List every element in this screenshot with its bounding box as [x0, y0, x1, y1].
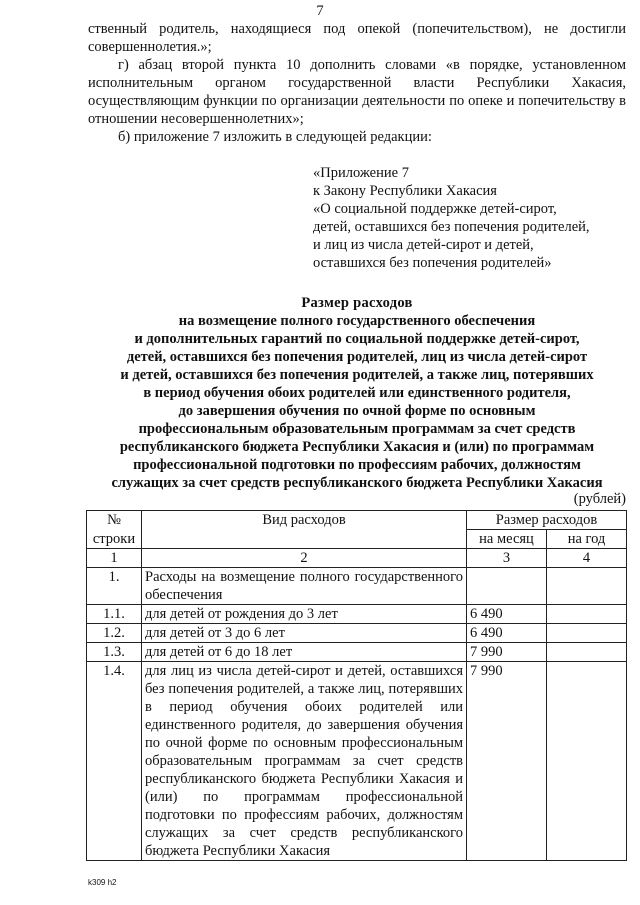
paragraph: б) приложение 7 изложить в следующей редакции: — [118, 129, 432, 145]
page-number: 7 — [316, 3, 324, 19]
header-month: на месяц — [467, 530, 547, 549]
row-month: 7 990 — [467, 643, 547, 662]
row-num: 1.1. — [87, 605, 142, 624]
header-size: Размер расходов — [467, 511, 627, 530]
row-num: 1.3. — [87, 643, 142, 662]
row-desc: для детей от 3 до 6 лет — [142, 624, 467, 643]
appendix-line: детей, оставшихся без попечения родителей, — [313, 219, 590, 235]
heading-line: на возмещение полного государственного обеспечения — [178, 313, 536, 329]
column-number: 3 — [467, 549, 547, 568]
appendix-line: и лиц из числа детей-сирот и детей, — [313, 237, 534, 253]
row-num: 1.2. — [87, 624, 142, 643]
header-type-sub — [142, 530, 467, 549]
appendix-line: к Закону Республики Хакасия — [313, 183, 497, 199]
row-desc: для детей от 6 до 18 лет — [142, 643, 467, 662]
row-desc: Расходы на возмещение полного государственного обеспечения — [142, 568, 467, 605]
row-year — [547, 643, 627, 662]
appendix-reference — [313, 164, 623, 272]
header-year: на год — [547, 530, 627, 549]
column-number: 2 — [142, 549, 467, 568]
table-heading — [88, 294, 626, 492]
heading-line: профессиональным образовательным программам за счет средств — [138, 421, 576, 437]
heading-line: и дополнительных гарантий по социальной поддержке детей-сирот, — [134, 331, 580, 347]
table-header-row — [87, 530, 627, 549]
column-number-row — [87, 549, 627, 568]
row-desc: для лиц из числа детей-сирот и детей, оставшихся без попечения родителей, а также лиц, потерявших в период обучения обоих родителей или единственного родителя, до завершения обучения по очной форме по основным профессиональным образовательным программам за счет средств республиканского бюджета Республики Хакасия и (или) по программам профессиональной подготовки по профессиям рабочих, должностям служащих за счет средств республиканского бюджета Республики Хакасия — [142, 662, 467, 861]
header-type: Вид расходов — [142, 511, 467, 530]
paragraph: г) абзац второй пункта 10 дополнить словами «в порядке, установленном исполнительным органом государственной власти Республики Хакасия, осуществляющим функции по организации деятельности по опеке и попечительству в отношении несовершеннолетних»; — [88, 57, 626, 127]
appendix-line: «Приложение 7 — [313, 165, 409, 181]
document-code: k309 h2 — [88, 878, 117, 887]
heading-line: профессиональной подготовки по профессиям рабочих, должностям — [133, 457, 581, 473]
table-row — [87, 568, 627, 605]
row-num: 1. — [87, 568, 142, 605]
row-year — [547, 624, 627, 643]
heading-line: до завершения обучения по очной форме по основным — [178, 403, 536, 419]
paragraph: ственный родитель, находящиеся под опекой (попечительством), не достигли совершеннолетия.»; — [88, 21, 626, 55]
heading-line: республиканского бюджета Республики Хакасия и (или) по программам — [119, 439, 595, 455]
costs-table — [86, 510, 627, 861]
heading-line: в период обучения обоих родителей или единственного родителя, — [143, 385, 571, 401]
column-number: 4 — [547, 549, 627, 568]
column-number: 1 — [87, 549, 142, 568]
table-row — [87, 624, 627, 643]
row-month — [467, 568, 547, 605]
heading-line: и детей, оставшихся без попечения родителей, а также лиц, потерявших — [120, 367, 594, 383]
appendix-line: оставшихся без попечения родителей» — [313, 255, 552, 271]
row-month: 6 490 — [467, 624, 547, 643]
heading-line: служащих за счет средств республиканского бюджета Республики Хакасия — [111, 475, 603, 491]
row-num: 1.4. — [87, 662, 142, 861]
heading-title: Размер расходов — [301, 295, 413, 311]
row-year — [547, 605, 627, 624]
appendix-line: «О социальной поддержке детей-сирот, — [313, 201, 557, 217]
table-row — [87, 662, 627, 861]
table-header-row — [87, 511, 627, 530]
header-num-sub: строки — [87, 530, 142, 549]
body-text — [88, 20, 626, 146]
header-num: № — [87, 511, 142, 530]
row-year — [547, 568, 627, 605]
row-month: 6 490 — [467, 605, 547, 624]
row-desc: для детей от рождения до 3 лет — [142, 605, 467, 624]
row-year — [547, 662, 627, 861]
table-row — [87, 643, 627, 662]
currency-unit: (рублей) — [573, 491, 626, 507]
heading-line: детей, оставшихся без попечения родителей, лиц из числа детей-сирот — [126, 349, 588, 365]
row-month: 7 990 — [467, 662, 547, 861]
table-row — [87, 605, 627, 624]
